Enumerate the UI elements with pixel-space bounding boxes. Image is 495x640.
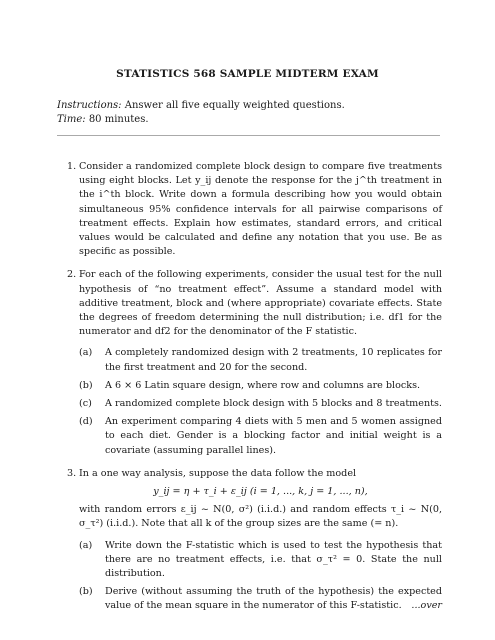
part-label: (a) [79, 347, 93, 359]
question-2-part-b [79, 379, 442, 393]
questions-section [57, 160, 442, 623]
question-2-part-c [79, 397, 442, 411]
question-3-part-b [79, 585, 442, 613]
part-text: A 6 × 6 Latin square design, where row and columns are blocks. [105, 379, 421, 391]
time-text: 80 minutes. [85, 114, 149, 125]
question-1 [57, 160, 442, 259]
model-equation: y_ij = η + τ_i + ε_ij (i = 1, ..., k, j = 1, ..., n), [153, 486, 368, 498]
question-2-part-a [79, 346, 442, 374]
question-2-part-d [79, 415, 442, 458]
time-line [57, 113, 149, 127]
part-label: (c) [79, 398, 92, 410]
part-label: (a) [79, 539, 93, 551]
question-number: 1. [67, 161, 77, 172]
time-label: Time: [57, 114, 86, 125]
part-text: An experiment comparing 4 diets with 5 men and 5 women assigned to each diet. Gender is a blocking factor and initial weight is a covariate (assuming parallel lines). [105, 416, 442, 456]
part-label: (b) [79, 379, 93, 391]
question-errors-text: with random errors ε_ij ~ N(0, σ²) (i.i.d.) and random effects τ_i ~ N(0, σ_τ²) (i.i.d.). Note that all k of the group sizes are the same (= n). [79, 504, 442, 530]
question-text: Consider a randomized complete block design to compare five treatments using eight blocks. Let y_ij denote the response for the j^th treatment in the i^th block. Write down a formula describing how you would obtain simultaneous 95% confidence intervals for all pairwise comparisons of treatment effects. Explain how estimates, standard errors, and critical values would be calculated and define any notation that you use. Be as specific as possible. [79, 161, 442, 258]
instructions-line [57, 99, 345, 113]
question-number: 3. [67, 467, 77, 479]
question-2 [57, 268, 442, 457]
question-3 [57, 467, 442, 614]
page-continuation-note: ...over [411, 600, 442, 612]
question-number: 2. [67, 269, 77, 281]
instructions-label: Instructions: [57, 100, 122, 111]
question-text: For each of the following experiments, consider the usual test for the null hypothesis of “no treatment effect”. Assume a standard model with additive treatment, block and (where appropriate) covariate effects. State the degrees of freedom determining the null distribution; i.e. df1 for the numerator and df2 for the denominator of the F statistic. [79, 269, 442, 338]
part-text: A randomized complete block design with 5 blocks and 8 treatments. [105, 398, 442, 410]
part-text: A completely randomized design with 2 treatments, 10 replicates for the first treatment and 20 for the second. [105, 347, 442, 373]
part-text: Derive (without assuming the truth of the hypothesis) the expected value of the mean square in the numerator of this F-statistic. [105, 586, 442, 612]
part-label: (b) [79, 586, 93, 598]
divider [57, 135, 440, 136]
page-title: STATISTICS 568 SAMPLE MIDTERM EXAM [116, 68, 379, 80]
part-label: (d) [79, 416, 93, 428]
question-intro: In a one way analysis, suppose the data follow the model [79, 467, 357, 479]
instructions-text: Answer all five equally weighted questions. [121, 100, 345, 111]
question-3-part-a [79, 539, 442, 582]
part-text: Write down the F-statistic which is used to test the hypothesis that there are no treatment effects, i.e. that σ_τ² = 0. State the null distribution. [105, 539, 442, 580]
